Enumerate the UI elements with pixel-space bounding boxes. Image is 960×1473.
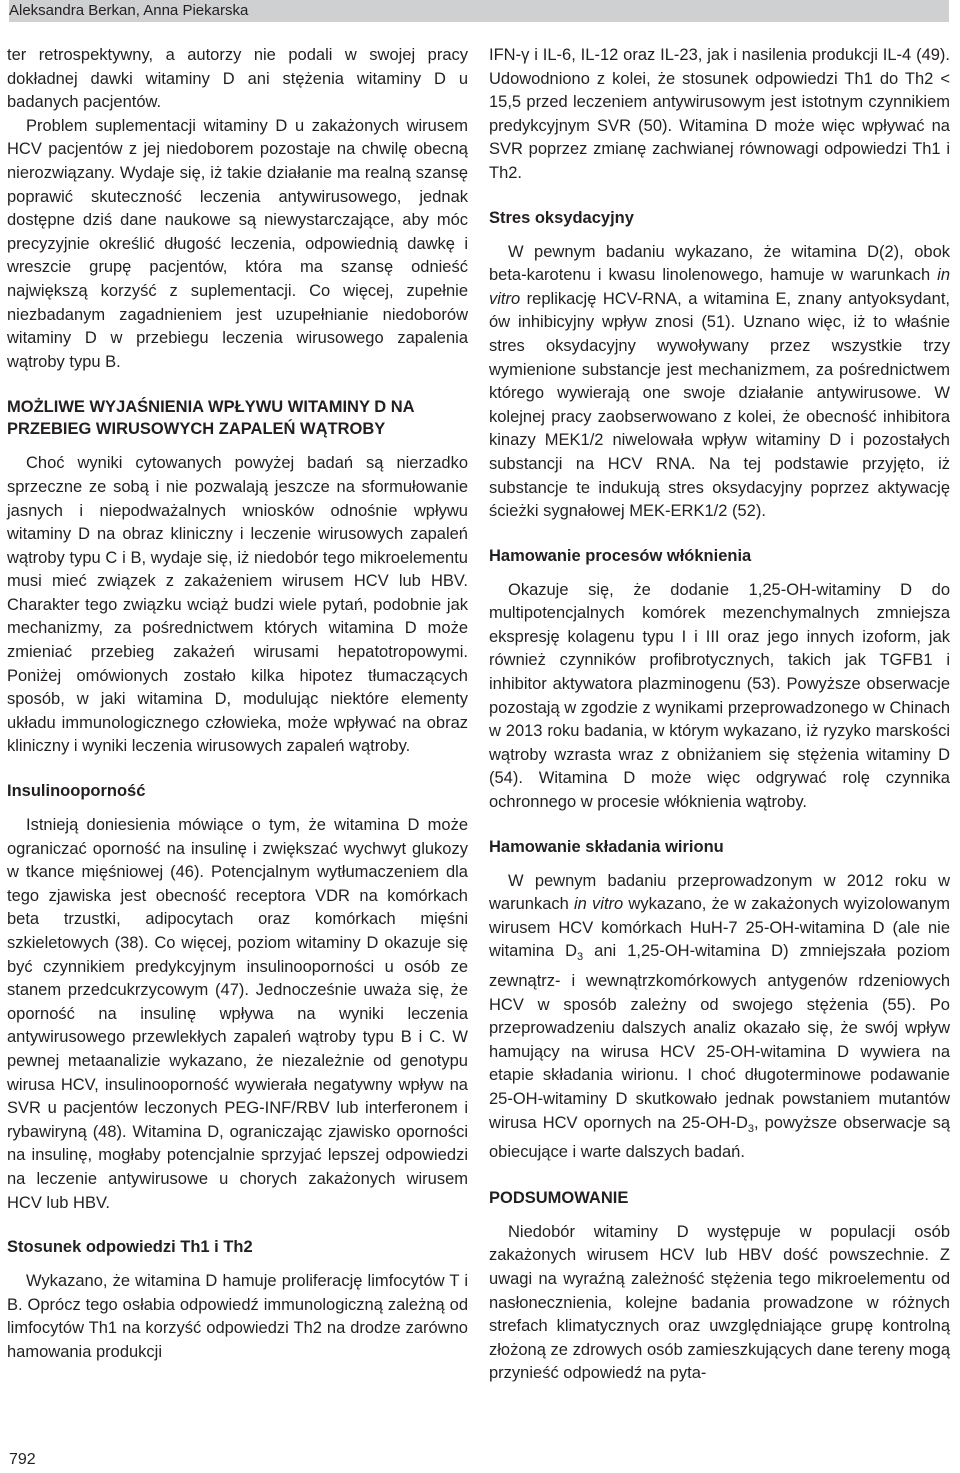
paragraph: Choć wyniki cytowanych powyżej badań są nierzadko sprzeczne ze sobą i nie pozwalają jeszcze na sformułowanie jasnych i niepodważalnych wniosków odnośnie wpływu witaminy D na obraz kliniczny i leczenie wirusowych zapaleń wątroby typu C i B, wydaje się, iż niedobór tego mikroelementu musi mieć związek z zakażeniem wirusem HCV lub HBV. Charakter tego związku wciąż budzi wiele pytań, podobnie jak mechanizmy, za pośrednictwem których witamina D może zmieniać przebieg zakażeń wirusami hepatotropowymi. Poniżej omówionych zostało kilka hipotez tłumaczących sposób, w jaki witamina D, modulując niektóre elementy układu immunologicznego człowieka, może wpływać na obraz kliniczny i wyniki leczenia wirusowych zapaleń wątroby.	[7, 454, 468, 756]
paragraph: ter retrospektywny, a autorzy nie podali w swojej pracy dokładnej dawki witaminy D ani stężenia witaminy D u badanych pacjentów.	[7, 46, 468, 112]
subsection-heading: Stosunek odpowiedzi Th1 i Th2	[7, 1238, 253, 1257]
paragraph: Problem suplementacji witaminy D u zakażonych wirusem HCV pacjentów z jej niedoborem pozostaje na chwilę obecną nierozwiązany. Wydaje się, iż takie działanie ma realną szansę poprawić skuteczność leczenia antywirusowego, jednak dostępne dziś dane naukowe są niewystarczające, aby móc precyzyjnie określić długość leczenia, odpowiednią dawkę i wreszcie grupę pacjentów, która ma szansę odnieść największą korzyść z suplementacji. Co więcej, zupełnie niezbadanym zagadnieniem jest uzupełnianie niedoborów witaminy D w przebiegu leczenia wirusowego zapalenia wątroby typu B.	[7, 116, 468, 371]
authors: Aleksandra Berkan, Anna Piekarska	[9, 2, 249, 19]
section-heading: PODSUMOWANIE	[489, 1188, 629, 1207]
running-head	[9, 0, 949, 22]
subsection-heading: Hamowanie procesów włóknienia	[489, 546, 752, 565]
subsection-heading: Stres oksydacyjny	[489, 208, 634, 227]
italic-term: in vitro	[574, 895, 624, 914]
subscript: 3	[577, 951, 584, 964]
paragraph: Niedobór witaminy D występuje w populacji osób zakażonych wirusem HCV lub HBV dość powszechnie. Z uwagi na wyraźną zależność stężenia tego mikroelementu od nasłonecznienia, kolejne badania prowadzone w różnych strefach klimatycznych oraz uwzględniające grupę kontrolną złożoną ze zdrowych osób zamieszkujących dane tereny mogą przynieść odpowiedź na pyta-	[489, 1222, 950, 1383]
subsection-heading: Hamowanie składania wirionu	[489, 837, 724, 856]
subsection-heading: Insulinooporność	[7, 782, 146, 801]
italic-term: in vitro	[489, 266, 950, 308]
paragraph	[489, 870, 950, 1165]
text-run: , powyższe obserwacje są obiecujące i warte dalszych badań.	[489, 1113, 951, 1162]
section-heading: MOŻLIWE WYJAŚNIENIA WPŁYWU WITAMINY D NA PRZEBIEG WIRUSOWYCH ZAPALEŃ WĄTROBY	[7, 398, 414, 439]
text-run: ani 1,25-OH-witamina D) zmniejszała poziom zewnątrz- i wewnątrzkomórkowych antygenów rdzeniowych HCV w sposób zależny od swojego stężenia (55). Po przeprowadzeniu dalszych analiz okazało się, że swój wpływ hamujący na wirusa HCV 25-OH-witamina D wywiera na etapie składania wirionu. I choć długoterminowe podawanie 25-OH-witaminy D skutkowało jednak powstaniem mutantów wirusa HCV opornych na 25-OH-D	[489, 942, 951, 1132]
right-column	[489, 44, 950, 1386]
paragraph: Wykazano, że witamina D hamuje proliferację limfocytów T i B. Oprócz tego osłabia odpowiedź immunologiczną zależną od limfocytów Th1 na korzyść odpowiedzi Th2 na drodze zarówno hamowania produkcji	[7, 1272, 468, 1361]
text-run: W pewnym badaniu wykazano, że witamina D(2), obok beta-karotenu i kwasu linolenowego, hamuje w warunkach	[489, 242, 950, 285]
text-run: W pewnym badaniu przeprowadzonym w 2012 roku w warunkach	[489, 871, 950, 914]
left-column	[7, 44, 468, 1365]
paragraph: Okazuje się, że dodanie 1,25-OH-witaminy D do multipotencjalnych komórek mezenchymalnych zmniejsza ekspresję kolagenu typu I i III oraz jego innych izoform, jak również czynników profibrotycznych, takich jak TGFB1 i inhibitor aktywatora plazminogenu (53). Powyższe obserwacje pozostają w zgodzie z wynikami przeprowadzonego w Chinach w 2013 roku badania, w którym wykazano, iż ryzyko marskości wątroby wzrasta wraz z obniżaniem się stężenia witaminy D (54). Witamina D może więc odgrywać rolę czynnika ochronnego w procesie włóknienia wątroby.	[489, 580, 950, 812]
paragraph: IFN-γ i IL-6, IL-12 oraz IL-23, jak i nasilenia produkcji IL-4 (49). Udowodniono z kolei, że stosunek odpowiedzi Th1 do Th2 < 15,5 przed leczeniem antywirusowym jest istotnym czynnikiem predykcyjnym SVR (50). Witamina D może więc wpływać na SVR poprzez zmianę zachwianej równowagi odpowiedzi Th1 i Th2.	[489, 46, 950, 182]
text-run: replikację HCV-RNA, a witamina E, znany antyoksydant, ów inhibicyjny wpływ znosi (51). Uznano więc, iż to właśnie stres oksydacyjny wywoływany przez wszystkie trzy wymienione substancje jest mechanizmem, za pośrednictwem którego wywierają one swoje działanie antywirusowe. W kolejnej pracy zaobserwowano z kolei, że obecność inhibitora kinazy MEK1/2 niwelowała wpływ witaminy D i pozostałych substancji na HCV RNA. Na tej podstawie przyjęto, iż substancje te indukują stres oksydacyjny poprzez aktywację ścieżki sygnałowej MEK-ERK1/2 (52).	[489, 289, 950, 521]
text-run: wykazano, że w zakażonych wyizolowanym wirusem HCV komórkach HuH-7 25-OH-witamina D (ale nie witamina D	[489, 895, 950, 961]
paragraph	[489, 241, 950, 524]
subscript: 3	[747, 1122, 754, 1135]
paragraph: Istnieją doniesienia mówiące o tym, że witamina D może ograniczać oporność na insulinę i zwiększać wychwyt glukozy w tkance mięśniowej (46). Potencjalnym wytłumaczeniem dla tego zjawiska jest obecność receptora VDR na komórkach beta trzustki, adipocytach oraz komórkach mięśni szkieletowych (38). Co więcej, poziom witaminy D okazuje się być czynnikiem predykcyjnym insulinooporności u osób ze stanem przedcukrzycowym (47). Jednocześnie uważa się, że oporność na insulinę wpływa na wyniki leczenia antywirusowego przewlekłych zapaleń wątroby typu B i C. W pewnej metaanalizie wykazano, że niezależnie od genotypu wirusa HCV, insulinooporność wywierała negatywny wpływ na SVR u pacjentów leczonych PEG-INF/RBV lub interferonem i rybawiryną (48). Witamina D, ograniczając zjawisko oporności na insulinę, mogłaby potencjalnie sprzyjać lepszej odpowiedzi na leczenie antywirusowe u chorych zakażonych wirusem HCV lub HBV.	[7, 816, 468, 1212]
page-number: 792	[9, 1451, 36, 1468]
